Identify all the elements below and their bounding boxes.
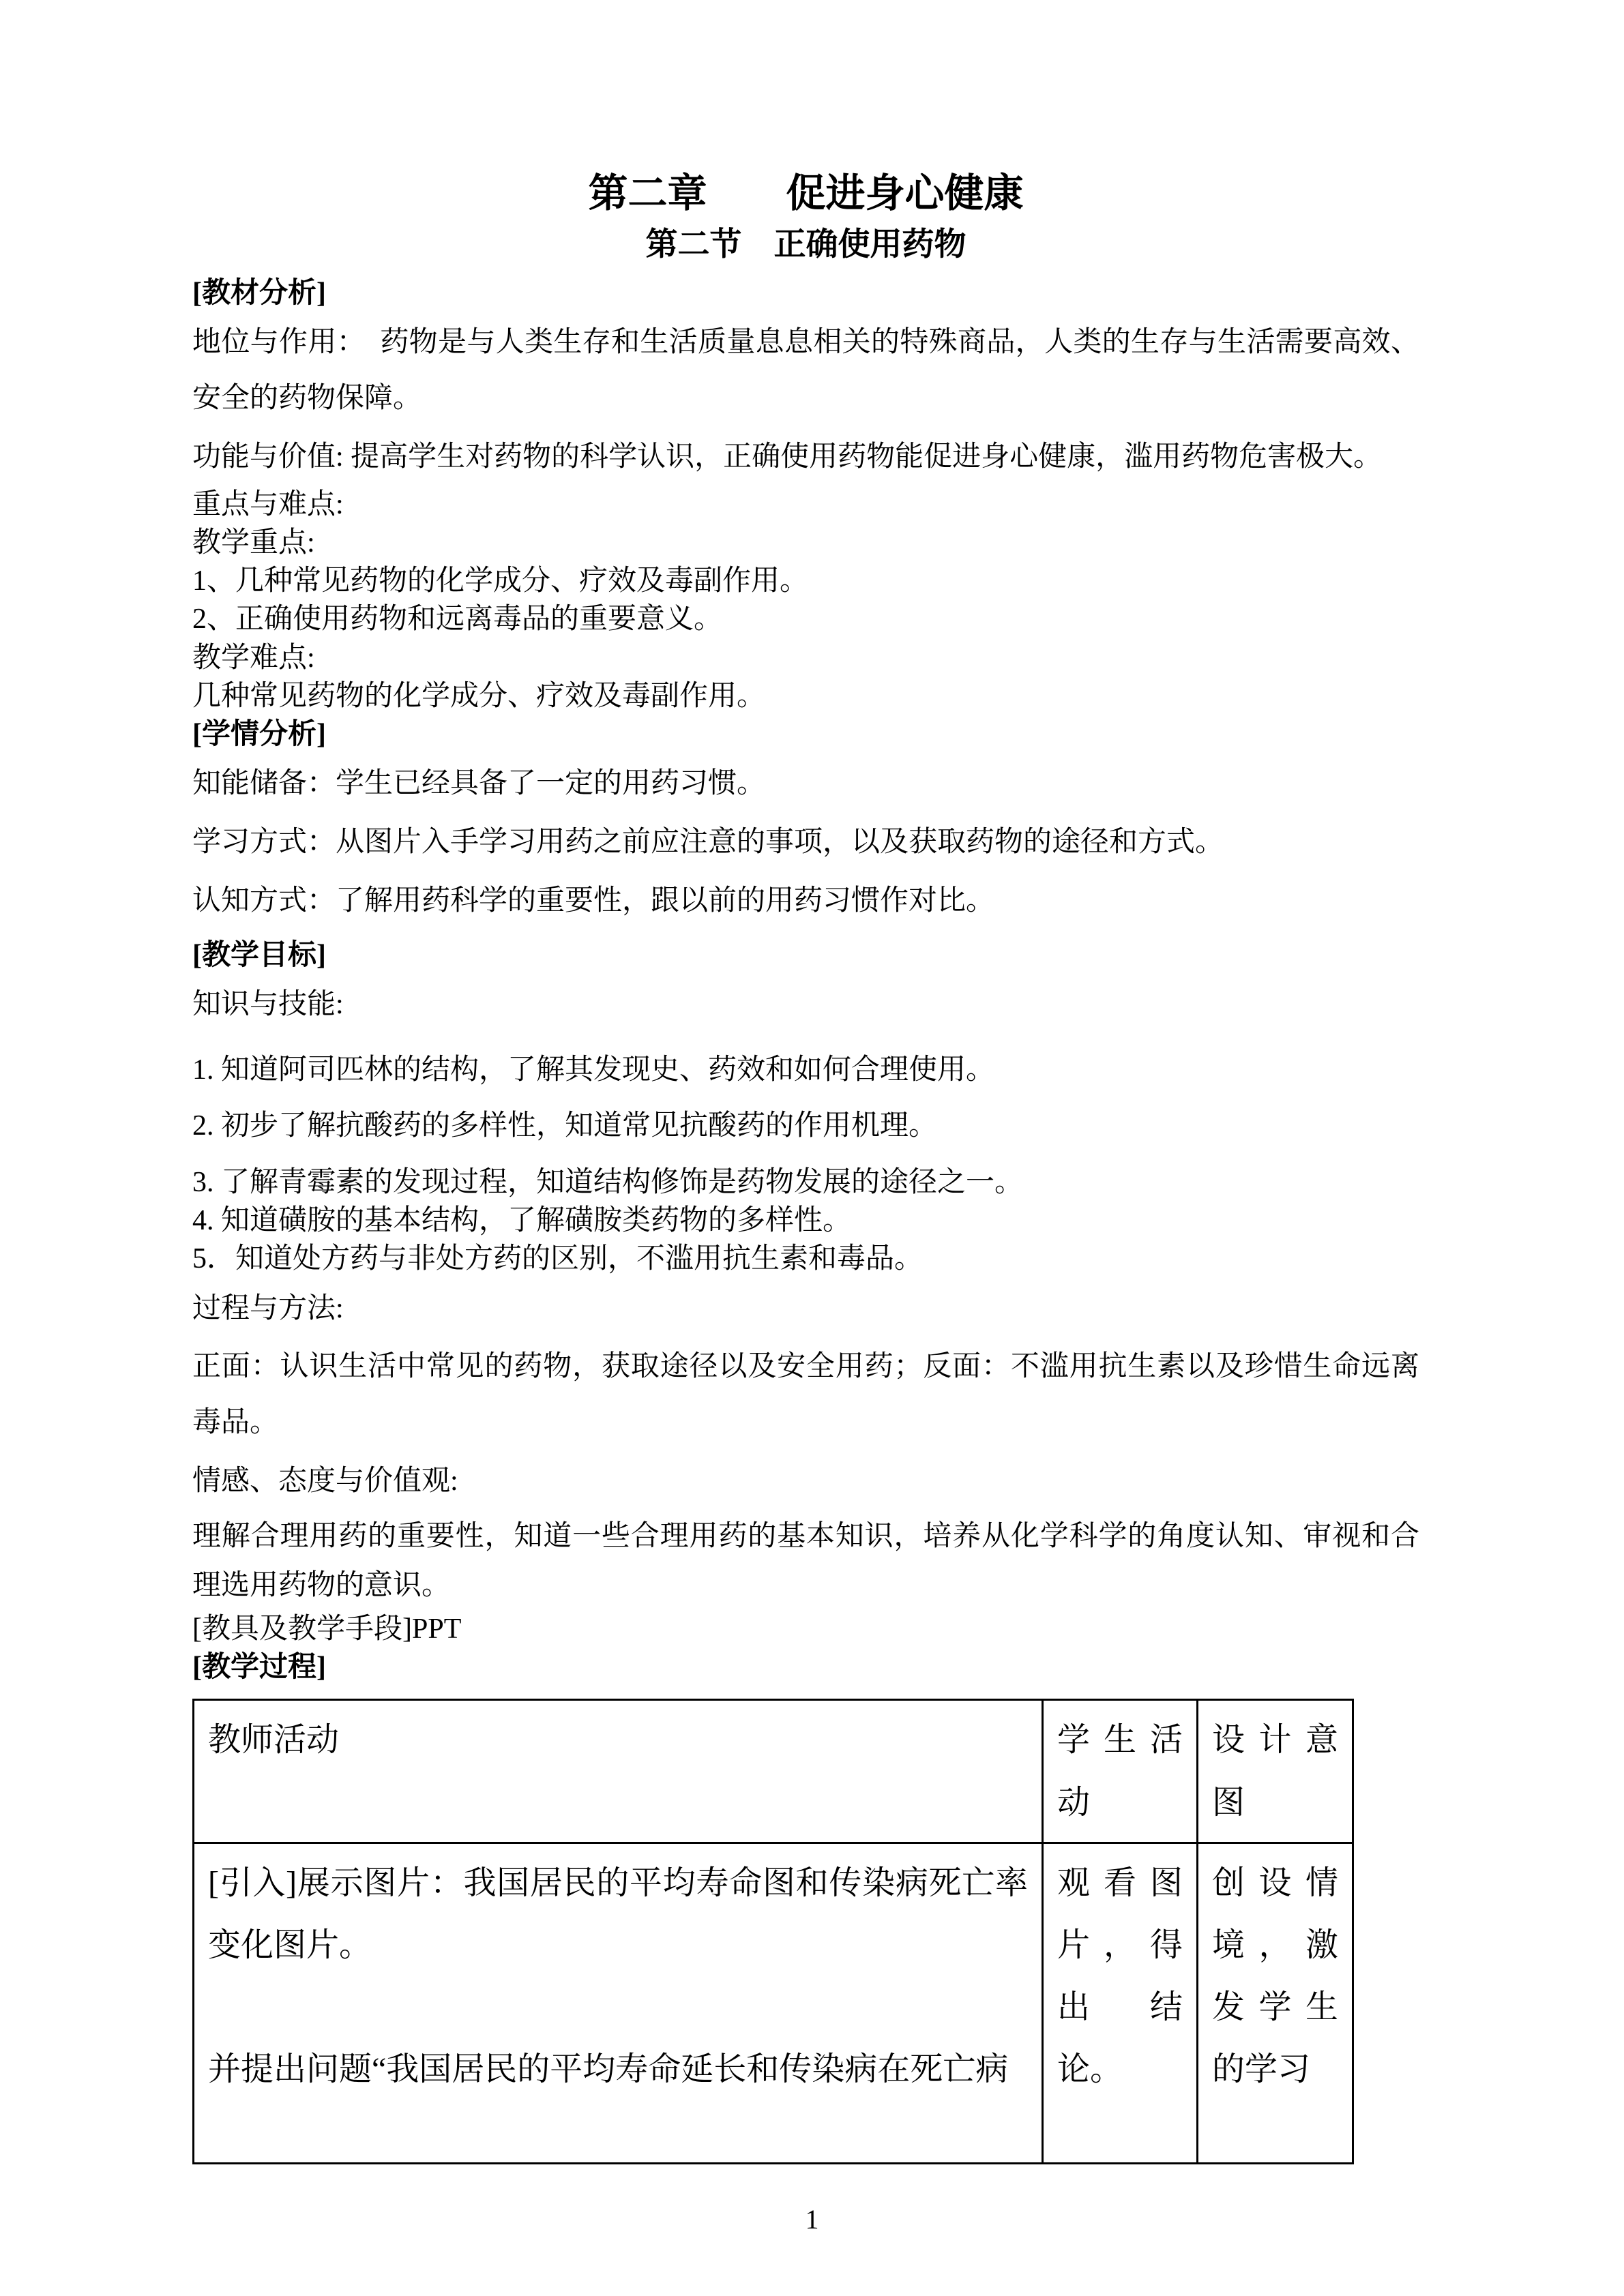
- teacher-activity-cell: [194, 1843, 1043, 2163]
- material-function-paragraph: 功能与价值: 提高学生对药物的科学认识，正确使用药物能促进身心健康，滥用药物危害极大。: [192, 441, 1383, 473]
- teaching-focus-item-1: 1、几种常见药物的化学成分、疗效及毒副作用。: [192, 565, 809, 597]
- student-activity-cell: 观看图片，得出结论。: [1043, 1843, 1198, 2163]
- objective-item-1: 1. 知道阿司匹林的结构，了解其发现史、药效和如何合理使用。: [192, 1054, 995, 1086]
- keypoints-label: 重点与难点:: [192, 488, 344, 520]
- section-title: 第二节 正确使用药物: [645, 226, 966, 263]
- teaching-tools-line: [教具及教学手段]PPT: [192, 1613, 462, 1645]
- header-design-intent: 设计意图: [1198, 1700, 1353, 1843]
- learner-cognition-paragraph: 认知方式：了解用药科学的重要性，跟以前的用药习惯作对比。: [192, 885, 995, 917]
- objective-item-2: 2. 初步了解抗酸药的多样性，知道常见抗酸药的作用机理。: [192, 1110, 938, 1142]
- learner-analysis-header: [学情分析]: [192, 719, 326, 751]
- teacher-activity-paragraph-1: [引入]展示图片：我国居民的平均寿命图和传染病死亡率变化图片。: [208, 1864, 1028, 1963]
- teaching-process-header: [教学过程]: [192, 1652, 326, 1684]
- emotion-values-paragraph: 理解合理用药的重要性，知道一些合理用药的基本知识，培养从化学科学的角度认知、审视和合理选用药物的意识。: [192, 1521, 1419, 1601]
- material-analysis-header: [教材分析]: [192, 277, 326, 309]
- emotion-values-label: 情感、态度与价值观:: [192, 1465, 458, 1497]
- table-header-row: [194, 1700, 1353, 1843]
- teaching-focus-label: 教学重点:: [192, 526, 315, 558]
- learner-method-paragraph: 学习方式：从图片入手学习用药之前应注意的事项，以及获取药物的途径和方式。: [192, 826, 1224, 859]
- process-method-paragraph: 正面：认识生活中常见的药物，获取途径以及安全用药；反面：不滥用抗生素以及珍惜生命远离毒品。: [192, 1351, 1419, 1439]
- objective-item-3: 3. 了解青霉素的发现过程，知道结构修饰是药物发展的途径之一。: [192, 1166, 1024, 1198]
- teaching-process-table: [192, 1699, 1354, 2164]
- header-student-activity: 学生活动: [1043, 1700, 1198, 1843]
- objective-item-5: 5．知道处方药与非处方药的区别，不滥用抗生素和毒品。: [192, 1243, 924, 1275]
- teaching-focus-item-2: 2、正确使用药物和远离毒品的重要意义。: [192, 603, 723, 636]
- header-teacher-activity: 教师活动: [194, 1700, 1043, 1843]
- learner-reserve-paragraph: 知能储备：学生已经具备了一定的用药习惯。: [192, 768, 766, 800]
- objective-item-4: 4. 知道磺胺的基本结构，了解磺胺类药物的多样性。: [192, 1205, 852, 1237]
- chapter-title: 第二章 促进身心健康: [588, 171, 1024, 215]
- objectives-header: [教学目标]: [192, 940, 326, 972]
- page-number: 1: [805, 2204, 819, 2235]
- material-status-paragraph: 地位与作用： 药物是与人类生存和生活质量息息相关的特殊商品，人类的生存与生活需要高效、安全的药物保障。: [192, 326, 1419, 414]
- table-row: [194, 1843, 1353, 2163]
- knowledge-skills-label: 知识与技能:: [192, 989, 344, 1021]
- teacher-activity-paragraph-2: 并提出问题“我国居民的平均寿命延长和传染病在死亡病: [208, 2051, 1009, 2088]
- process-method-label: 过程与方法:: [192, 1292, 344, 1324]
- teaching-difficulty-label: 教学难点:: [192, 642, 315, 674]
- teaching-difficulty-item: 几种常见药物的化学成分、疗效及毒副作用。: [192, 680, 766, 712]
- design-intent-cell: 创设情境，激发学生的学习: [1198, 1843, 1353, 2163]
